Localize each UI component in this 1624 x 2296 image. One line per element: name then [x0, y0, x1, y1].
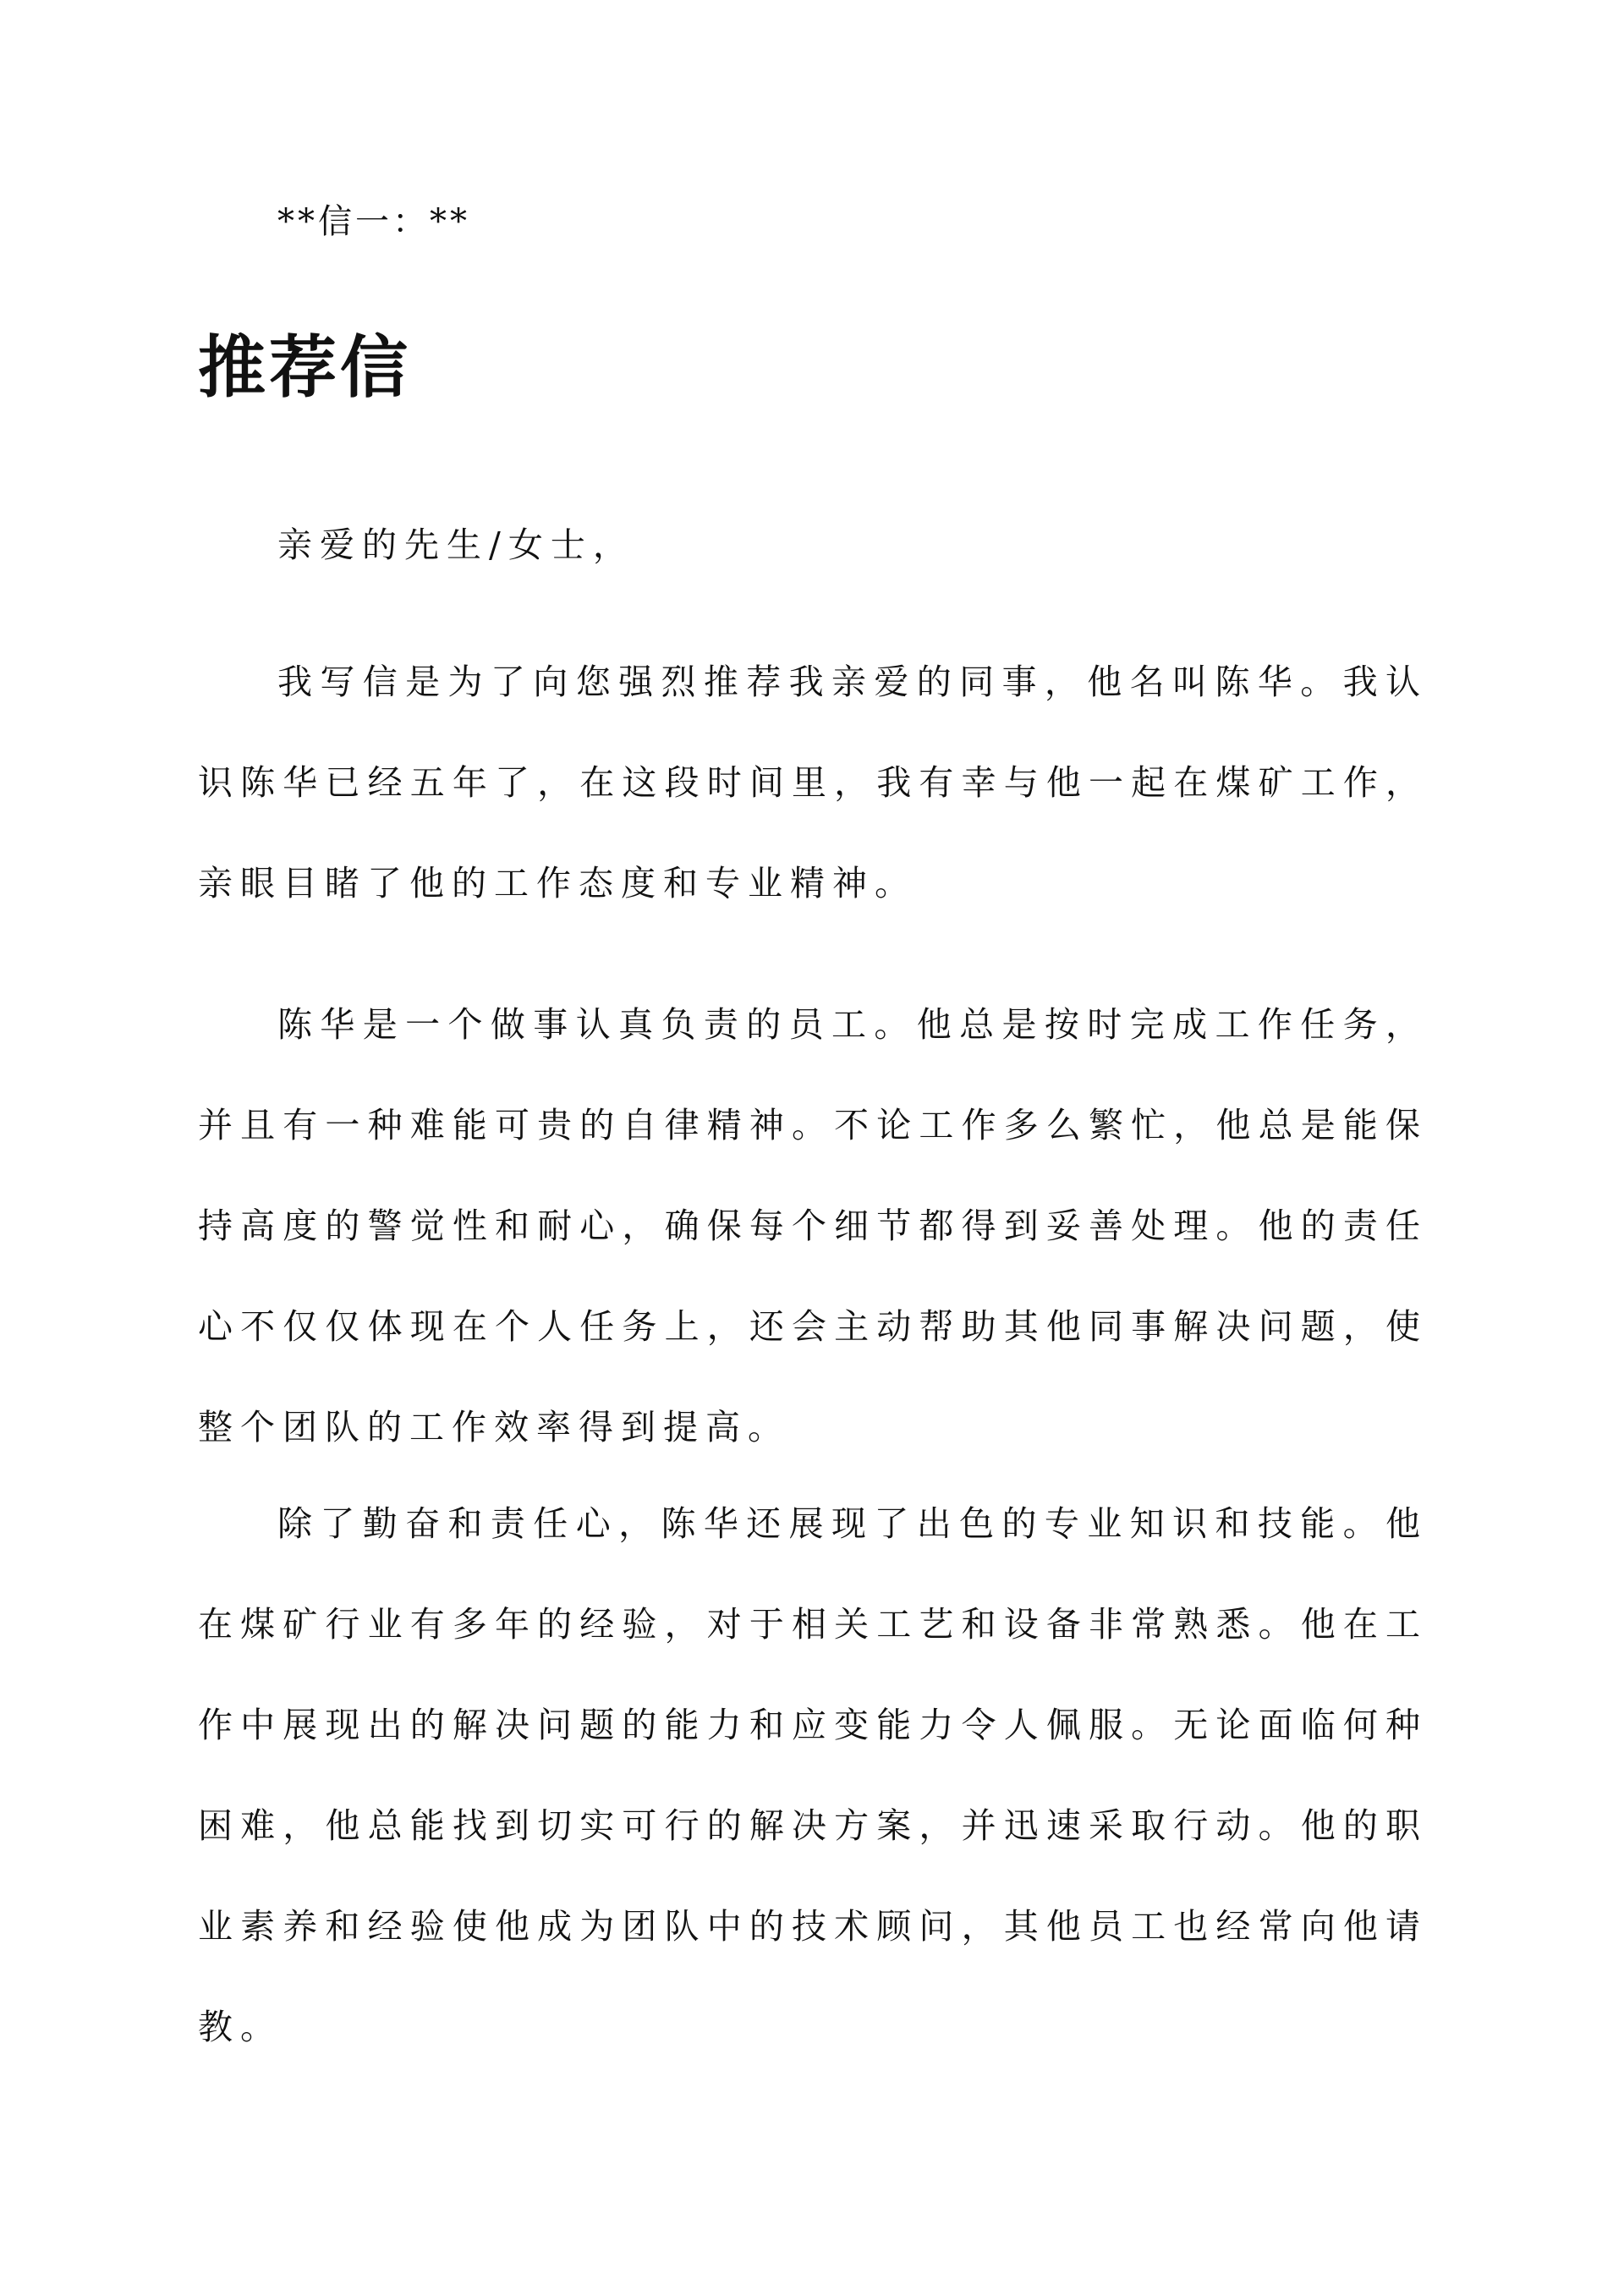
body-paragraph-2-block	[198, 975, 1428, 1478]
body-paragraph-1-block	[198, 632, 1428, 934]
body-paragraph-3-block	[198, 1474, 1428, 2078]
document-title: 推荐信	[198, 327, 411, 407]
body-paragraph: 除了勤奋和责任心，陈华还展现了出色的专业知识和技能。他在煤矿行业有多年的经验，对于相关工艺和设备非常熟悉。他在工作中展现出的解决问题的能力和应变能力令人佩服。无论面临何种困难，他总能找到切实可行的解决方案，并迅速采取行动。他的职业素养和经验使他成为团队中的技术顾问，其他员工也经常向他请教。	[198, 1503, 1428, 2047]
body-paragraph: 陈华是一个做事认真负责的员工。他总是按时完成工作任务，并且有一种难能可贵的自律精神。不论工作多么繁忙，他总是能保持高度的警觉性和耐心，确保每个细节都得到妥善处理。他的责任心不仅仅体现在个人任务上，还会主动帮助其他同事解决问题，使整个团队的工作效率得到提高。	[198, 1004, 1428, 1447]
salutation: 亲爱的先生/女士，	[277, 525, 635, 565]
body-paragraph: 我写信是为了向您强烈推荐我亲爱的同事，他名叫陈华。我认识陈华已经五年了，在这段时间里，我有幸与他一起在煤矿工作，亲眼目睹了他的工作态度和专业精神。	[198, 662, 1428, 904]
letter-number-heading: **信一：**	[277, 202, 470, 241]
